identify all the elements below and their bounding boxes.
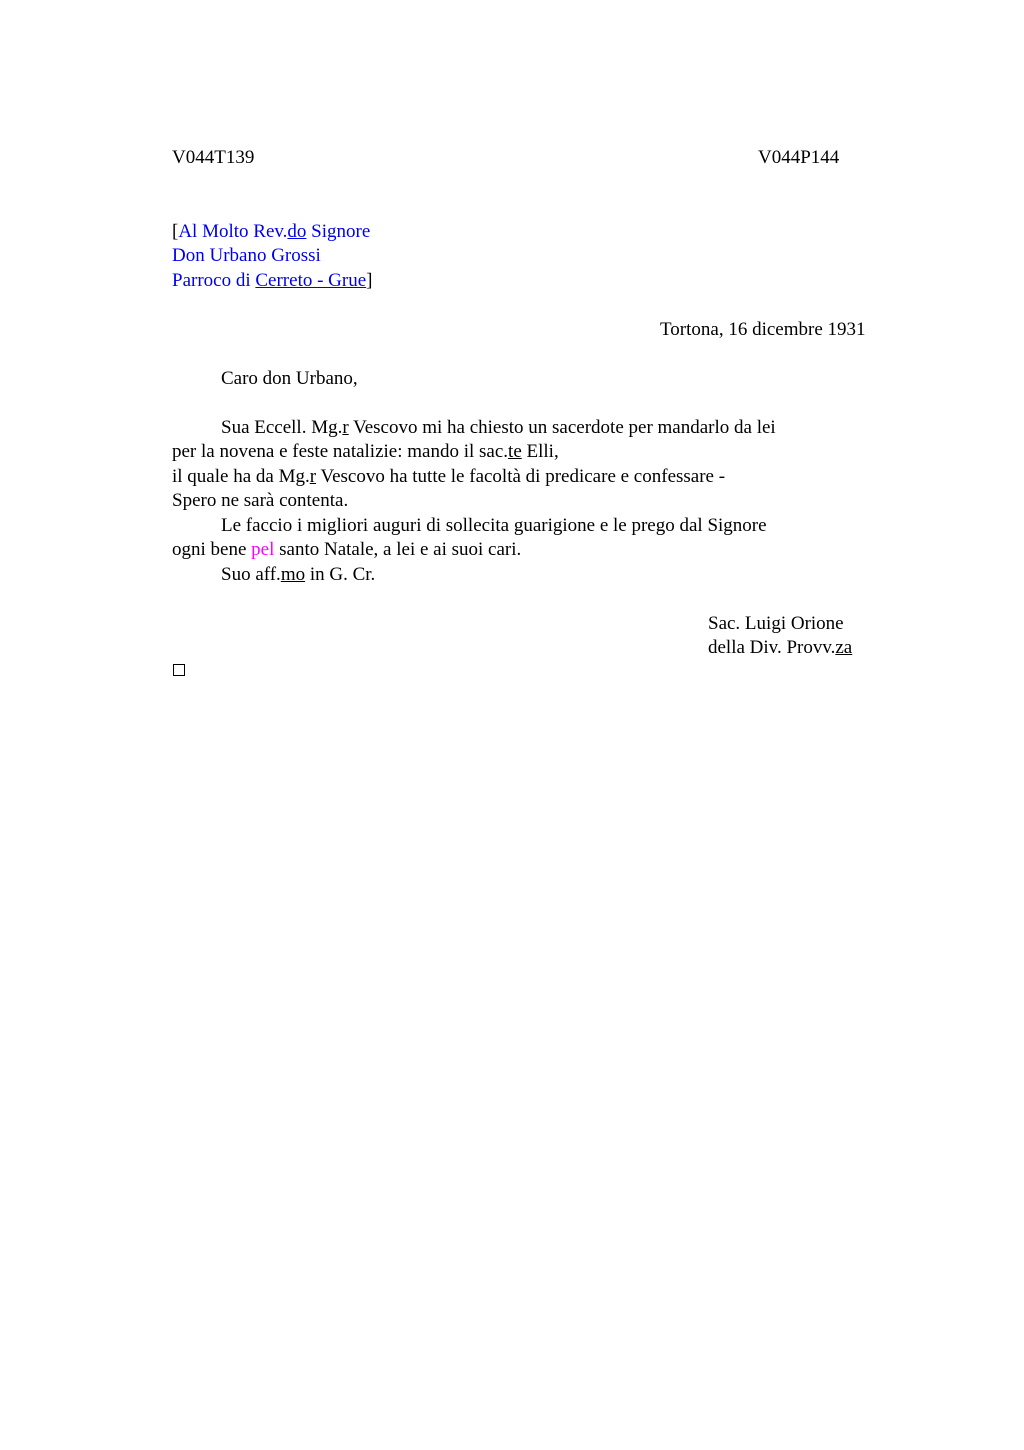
body-line-2 (172, 440, 559, 464)
body-line-3 (172, 465, 725, 489)
address-close-bracket: ] (366, 270, 373, 291)
left-document-code: V044T139 (172, 147, 255, 168)
closing-line (172, 563, 375, 587)
text-segment: il quale ha da Mg. (172, 466, 310, 487)
signature-line-2 (708, 636, 852, 660)
text-segment: Suo aff. (221, 564, 281, 585)
letter-date: Tortona, 16 dicembre 1931 (660, 319, 866, 340)
body-line-1 (172, 416, 776, 440)
text-segment: Vescovo mi ha chiesto un sacerdote per mandarlo da lei (348, 417, 776, 438)
text-segment: della Div. Provv. (708, 637, 836, 658)
text-segment: ogni bene (172, 539, 252, 560)
abbrev-superscript: r (309, 466, 317, 487)
abbrev-superscript: za (835, 637, 853, 658)
end-marker-box-icon (173, 664, 185, 676)
address-line-3 (172, 269, 372, 293)
address-title: Al Molto Rev. (178, 221, 288, 242)
right-document-code: V044P144 (758, 147, 840, 168)
body-line-6 (172, 538, 521, 562)
address-title-abbrev: do (287, 221, 307, 242)
body-line-5: Le faccio i migliori auguri di sollecita guarigione e le prego dal Signore (221, 515, 767, 536)
text-segment: per la novena e feste natalizie: mando il sac. (172, 441, 509, 462)
text-segment: Elli, (521, 441, 559, 462)
body-line-4: Spero ne sarà contenta. (172, 490, 349, 511)
text-segment: Vescovo ha tutte le facoltà di predicare e confessare - (316, 466, 726, 487)
abbrev-superscript: te (508, 441, 522, 462)
text-segment: santo Natale, a lei e ai suoi cari. (274, 539, 522, 560)
address-title-end: Signore (306, 221, 371, 242)
salutation: Caro don Urbano, (221, 368, 358, 389)
address-parish-name: Cerreto - Grue (255, 270, 367, 291)
text-segment: in G. Cr. (305, 564, 376, 585)
abbrev-superscript: r (342, 417, 349, 438)
text-segment: Sua Eccell. Mg. (221, 417, 343, 438)
address-parish-label: Parroco di (172, 270, 256, 291)
address-line-1 (172, 220, 370, 244)
highlighted-word: pel (251, 539, 275, 560)
abbrev-superscript: mo (280, 564, 306, 585)
address-line-2: Don Urbano Grossi (172, 245, 321, 266)
address-open-bracket: [ (172, 221, 179, 242)
signature-line-1: Sac. Luigi Orione (708, 613, 844, 634)
